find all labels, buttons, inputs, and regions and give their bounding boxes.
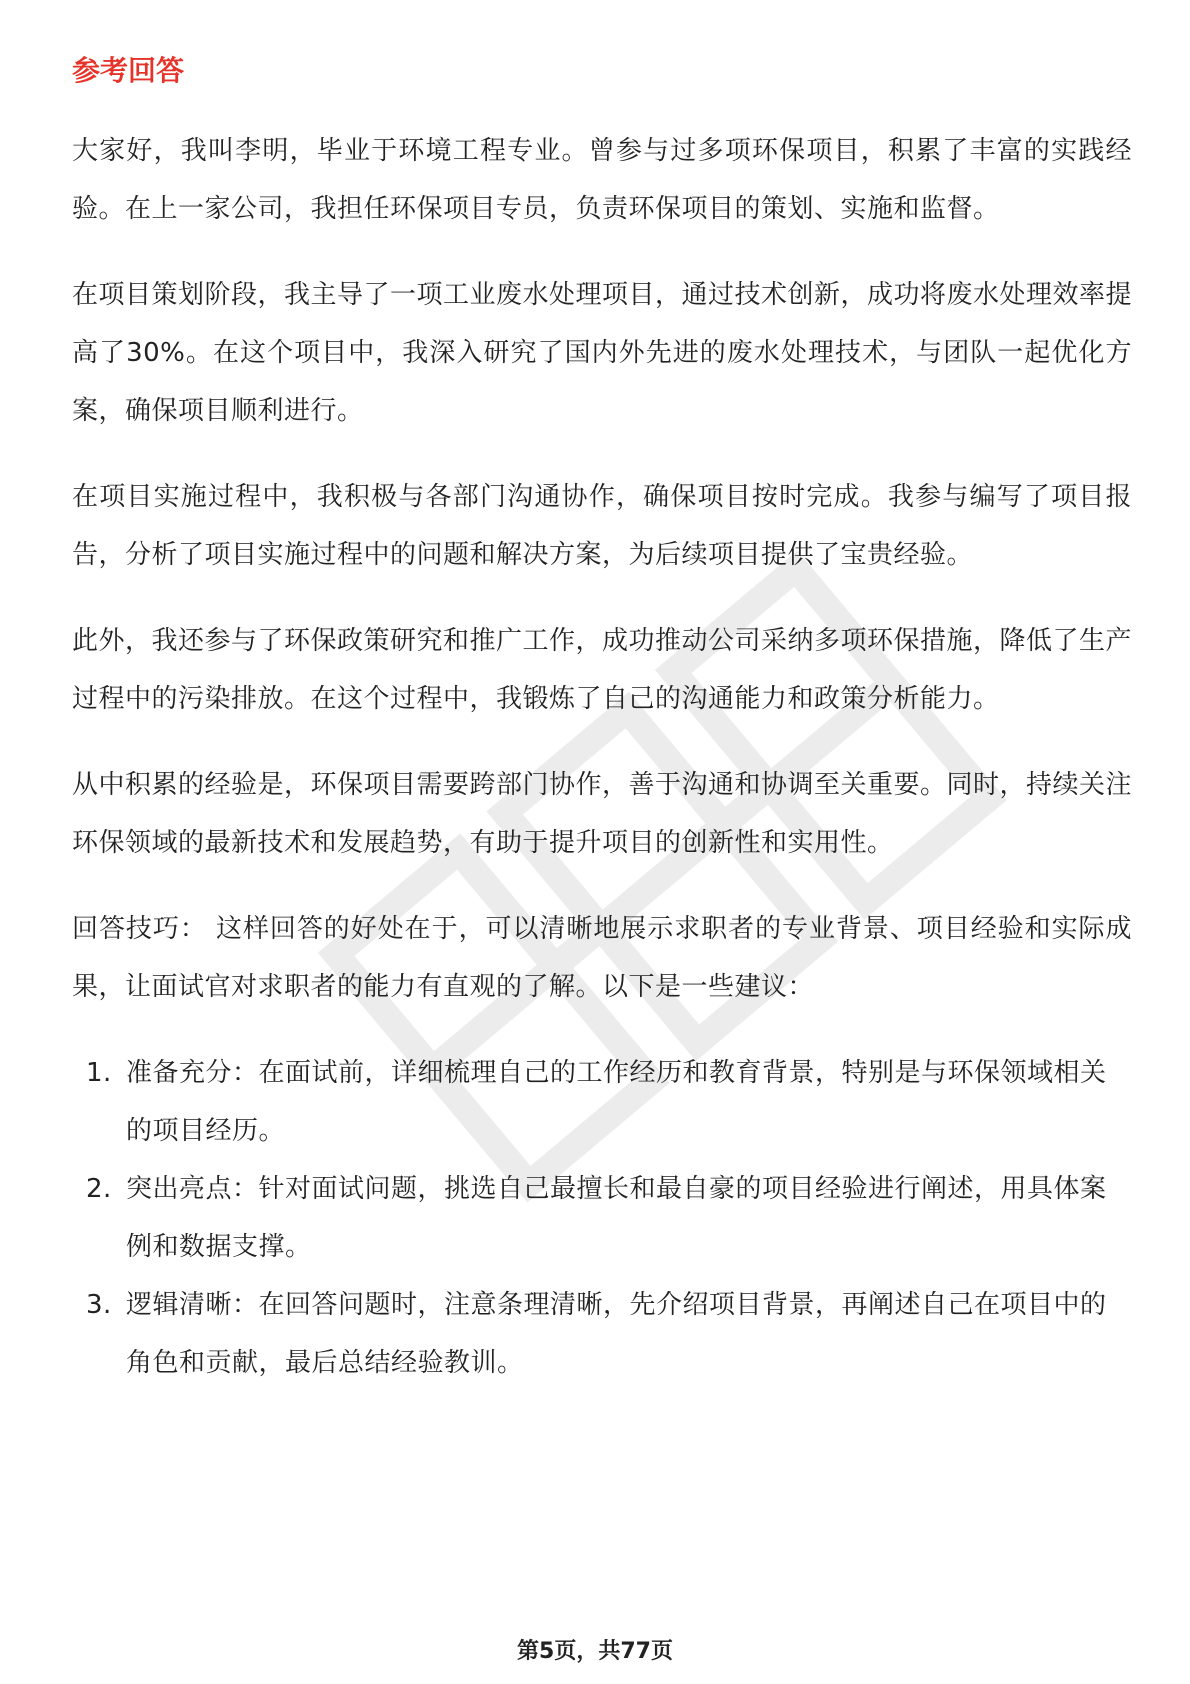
main-content: [72, 50, 1132, 1392]
list-item-number: 1.: [86, 1058, 112, 1088]
page-footer: 第5页，共77页: [517, 1639, 673, 1664]
answer-paragraph: 此外，我还参与了环保政策研究和推广工作，成功推动公司采纳多项环保措施，降低了生产过程中的污染排放。在这个过程中，我锻炼了自己的沟通能力和政策分析能力。: [72, 626, 1133, 714]
list-item: [72, 1276, 1132, 1392]
section-title: 参考回答: [72, 54, 185, 87]
list-item-number: 2.: [86, 1174, 112, 1204]
answer-paragraph: 从中积累的经验是，环保项目需要跨部门协作，善于沟通和协调至关重要。同时，持续关注环保领域的最新技术和发展趋势，有助于提升项目的创新性和实用性。: [72, 770, 1133, 858]
list-item-text: 突出亮点：针对面试问题，挑选自己最擅长和最自豪的项目经验进行阐述，用具体案例和数据支撑。: [126, 1174, 1107, 1262]
list-item-number: 3.: [86, 1290, 112, 1320]
answer-paragraph: 大家好，我叫李明，毕业于环境工程专业。曾参与过多项环保项目，积累了丰富的实践经验。在上一家公司，我担任环保项目专员，负责环保项目的策划、实施和监督。: [72, 136, 1132, 224]
tips-intro-paragraph: 回答技巧： 这样回答的好处在于，可以清晰地展示求职者的专业背景、项目经验和实际成果，让面试官对求职者的能力有直观的了解。以下是一些建议：: [72, 914, 1132, 1002]
list-item-text: 逻辑清晰：在回答问题时，注意条理清晰，先介绍项目背景，再阐述自己在项目中的角色和贡献，最后总结经验教训。: [126, 1290, 1107, 1378]
answer-paragraph: 在项目策划阶段，我主导了一项工业废水处理项目，通过技术创新，成功将废水处理效率提高了30%。在这个项目中，我深入研究了国内外先进的废水处理技术，与团队一起优化方案，确保项目顺利进行。: [72, 280, 1133, 426]
tips-list: [72, 1044, 1132, 1392]
list-item: [72, 1160, 1132, 1276]
list-item: [72, 1044, 1132, 1160]
answer-paragraph: 在项目实施过程中，我积极与各部门沟通协作，确保项目按时完成。我参与编写了项目报告，分析了项目实施过程中的问题和解决方案，为后续项目提供了宝贵经验。: [72, 482, 1132, 570]
list-item-text: 准备充分：在面试前，详细梳理自己的工作经历和教育背景，特别是与环保领域相关的项目经历。: [126, 1058, 1107, 1146]
